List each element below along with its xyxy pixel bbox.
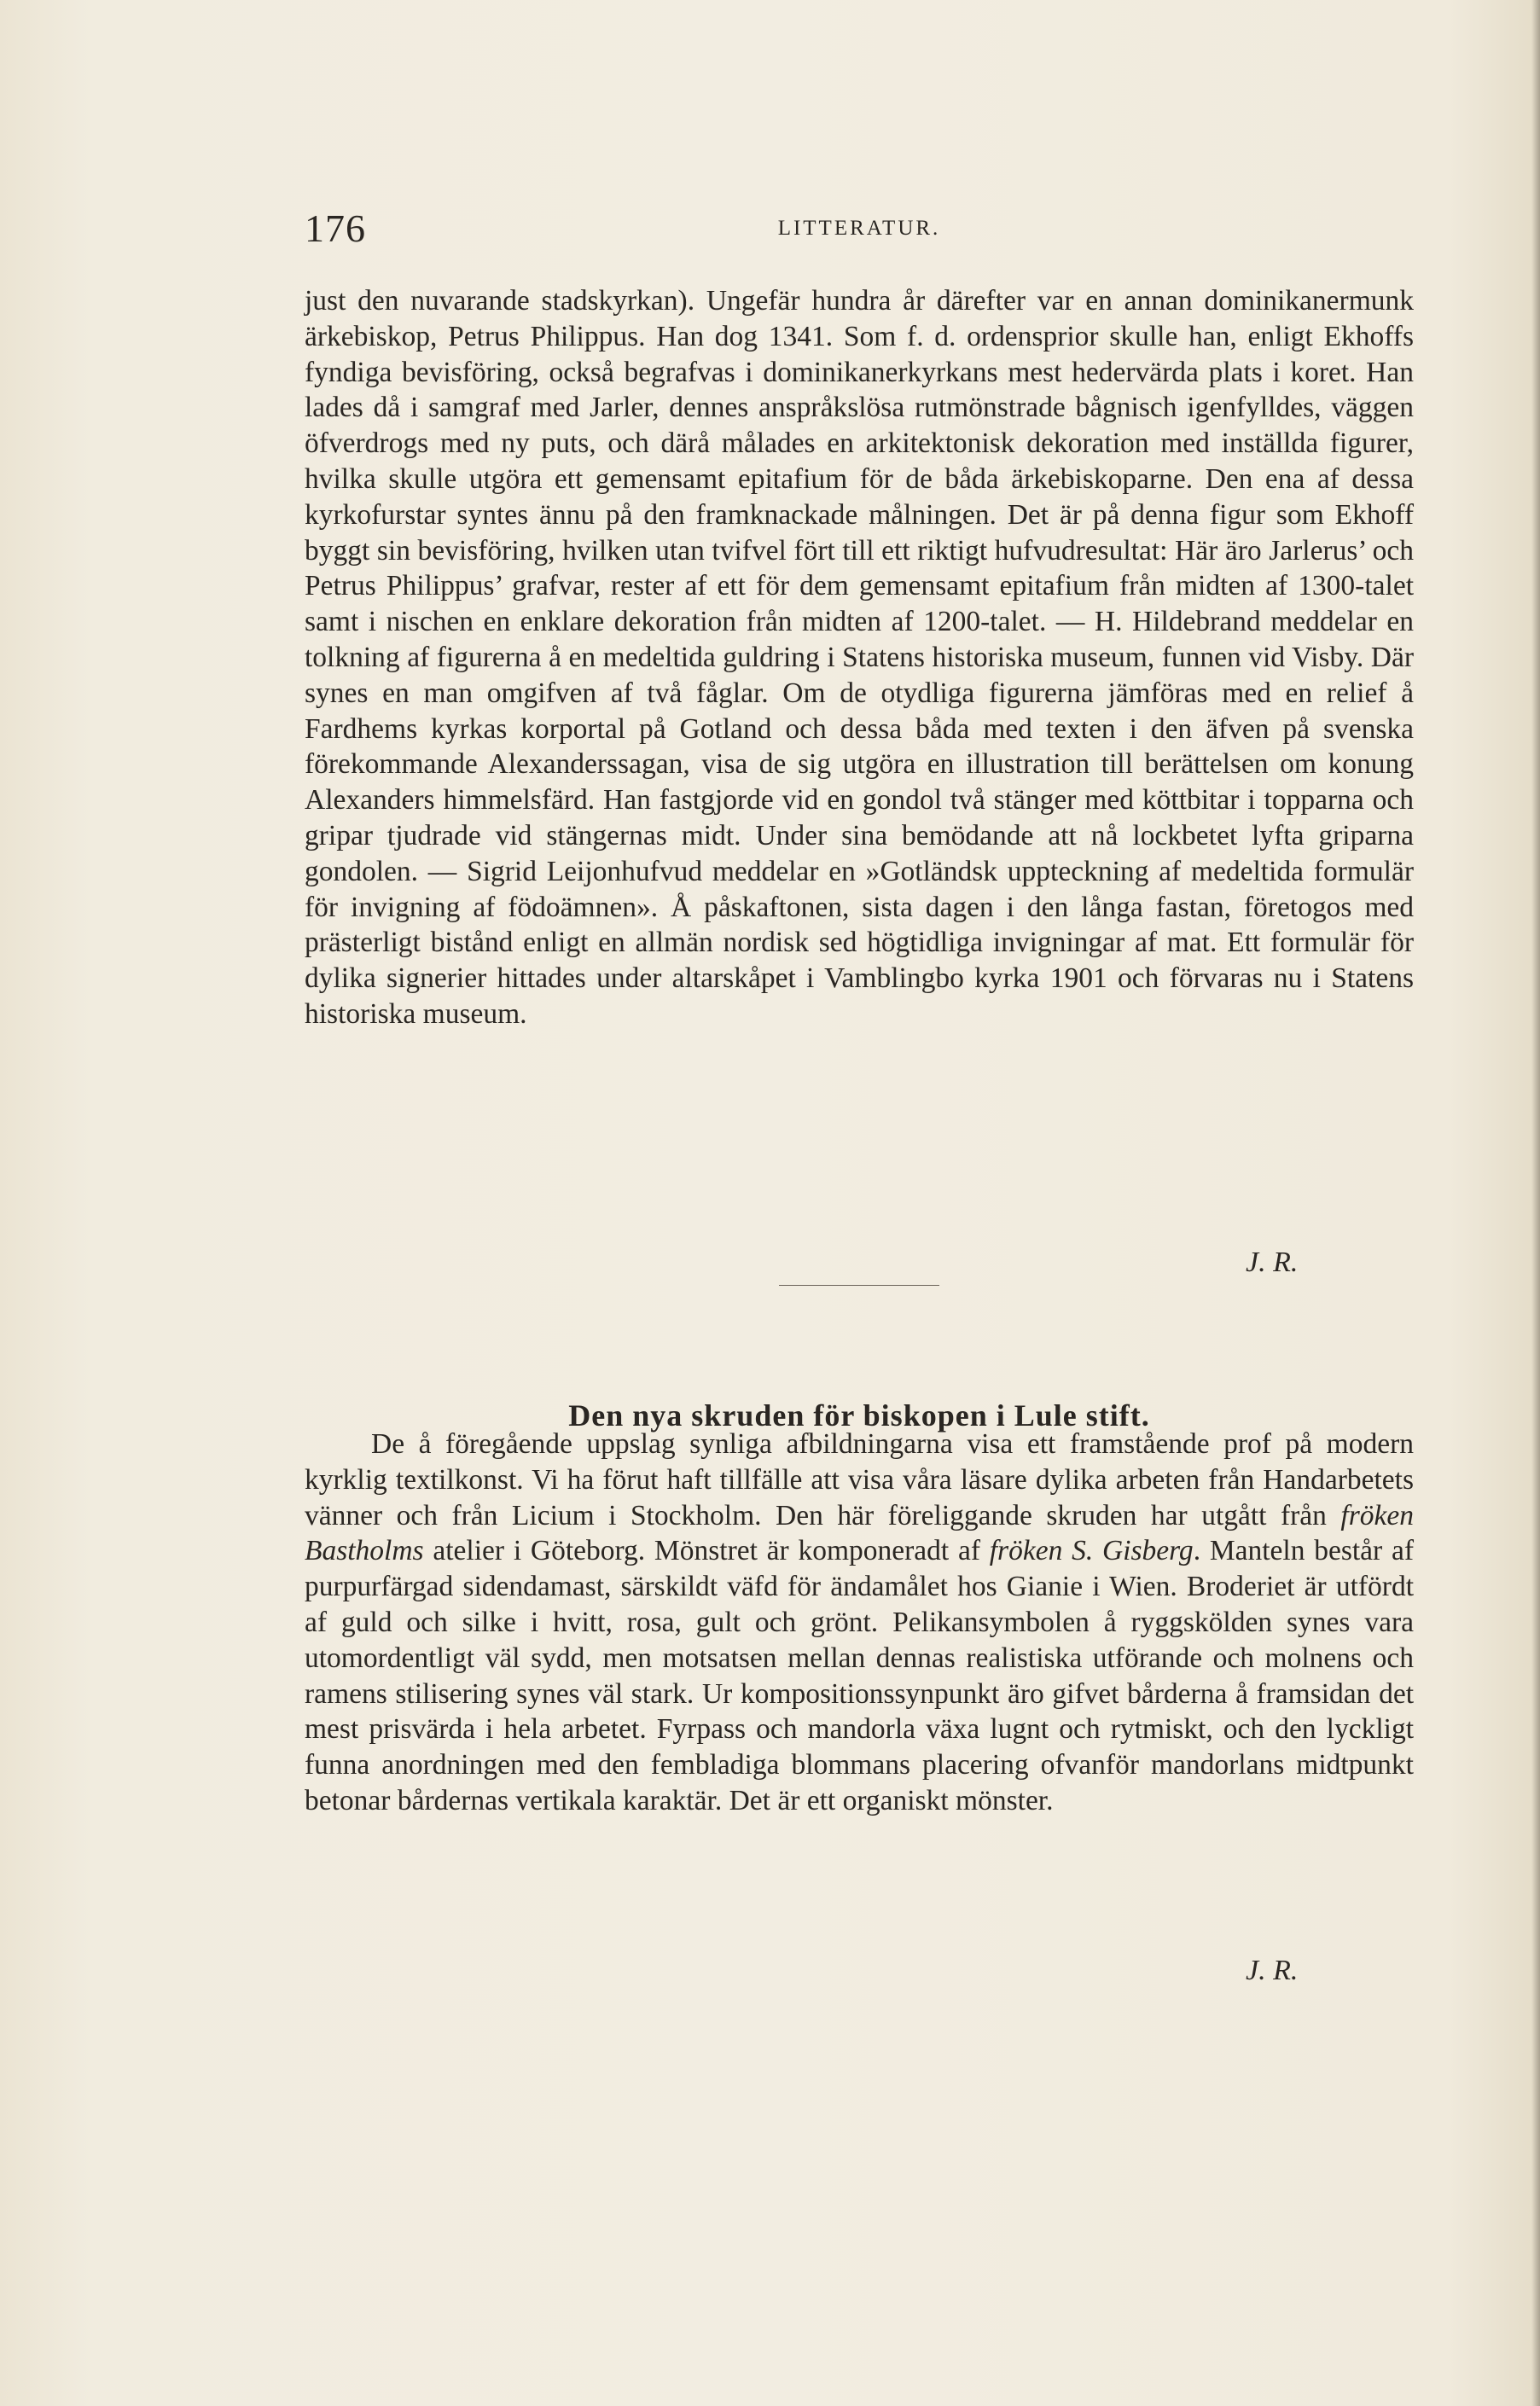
- section-divider: [779, 1285, 939, 1286]
- continued-paragraph-text: just den nuvarande stadskyrkan). Ungefär hundra år därefter var en annan dominikanermunk ärkebiskop, Petrus Philippus. Han dog 1341. Som f. d. ordensprior skulle han, enligt Ekhoffs fyndiga bevisföring, också begrafvas i dominikanerkyrkans mest hedervärda plats i koret. Han lades då i samgraf med Jarler, dennes anspråkslösa rutmönstrade bågnisch igenfylldes, väggen öfverdrogs med ny puts, och därå målades en arkitektonisk dekoration med inställda figurer, hvilka skulle utgöra ett gemensamt epitafium för de båda ärkebiskoparne. Den ena af dessa kyrkofurstar syntes ännu på den framknackade målningen. Det är på denna figur som Ekhoff byggt sin bevisföring, hvilken utan tvifvel fört till ett riktigt hufvudresultat: Här äro Jarlerus’ och Petrus Philippus’ grafvar, rester af ett för dem gemensamt epitafium från midten af 1300-talet samt i nischen en enklare dekoration från midten af 1200-talet. — H. Hildebrand meddelar en tolkning af figurerna å en medeltida guldring i Statens historiska museum, funnen vid Visby. Där synes en man omgifven af två fåglar. Om de otydliga figurerna jämföras med en relief å Fardhems kyrkas korportal på Gotland och dessa båda med texten i den äfven på svenska förekommande Alexanderssagan, visa de sig utgöra en illustration till berättelsen om konung Alexanders himmelsfärd. Han fastgjorde vid en gondol två stänger med köttbitar i topparna och gripar tjudrade vid stängernas midt. Under sina bemödande att nå lockbetet lyfta griparna gondolen. — Sigrid Leijonhufvud meddelar en »Gotländsk uppteckning af medeltida formulär för invigning af födoämnen». Å påskaftonen, sista dagen i den långa fastan, företogos med prästerligt bistånd enligt en allmän nordisk sed högtidliga invigningar af mat. Ett formulär för dylika signerier hittades under altarskåpet i Vamblingbo kyrka 1901 och förvaras nu i Statens historiska museum.: [305, 285, 1414, 1030]
- article-text-part-2: atelier i Göteborg. Mönstret är komponeradt af: [423, 1535, 990, 1567]
- author-signature: J. R.: [1246, 1247, 1299, 1278]
- article-paragraph: [305, 1427, 1414, 1819]
- page-header: [305, 203, 1414, 254]
- running-head: LITTERATUR.: [777, 217, 941, 240]
- article-text-part-1: De å föregående uppslag synliga afbildningarna visa ett framstående prof på modern kyrklig textilkonst. Vi ha förut haft tillfälle att visa våra läsare dylika arbeten från Handarbetets vänner och från Licium i Stockholm. Den här föreliggande skruden har utgått från: [305, 1428, 1414, 1531]
- article-body: [305, 1427, 1414, 1819]
- atelier-name: fröken Bastholms: [305, 1499, 1414, 1567]
- article-title: Den nya skruden för biskopen i Lule stift.: [568, 1398, 1150, 1433]
- page-edge-shadow: [1531, 0, 1540, 2406]
- continued-paragraph: [305, 283, 1414, 1032]
- page-number: 176: [305, 206, 366, 250]
- article-text-part-3: . Manteln består af purpurfärgad sidendamast, särskildt väfd för ändamålet hos Gianie i Wien. Broderiet är utfördt af guld och silke i hvitt, rosa, gult och grönt. Pelikansymbolen å ryggskölden synes vara utomordentligt väl sydd, men motsatsen mellan dennas realistiska utförande och molnens och ramens stilisering synes väl stark. Ur kompositionssynpunkt äro gifvet bårderna å framsidan det mest prisvärda i hela arbetet. Fyrpass och mandorla växa lugnt och rytmiskt, och den lyckligt funna anordningen med den fembladiga blommans placering ofvanför mandorlans midtpunkt betonar bårdernas vertikala karaktär. Det är ett organiskt mönster.: [305, 1535, 1414, 1816]
- designer-name: fröken S. Gisberg: [989, 1535, 1194, 1567]
- article-signature: J. R.: [1246, 1955, 1299, 1986]
